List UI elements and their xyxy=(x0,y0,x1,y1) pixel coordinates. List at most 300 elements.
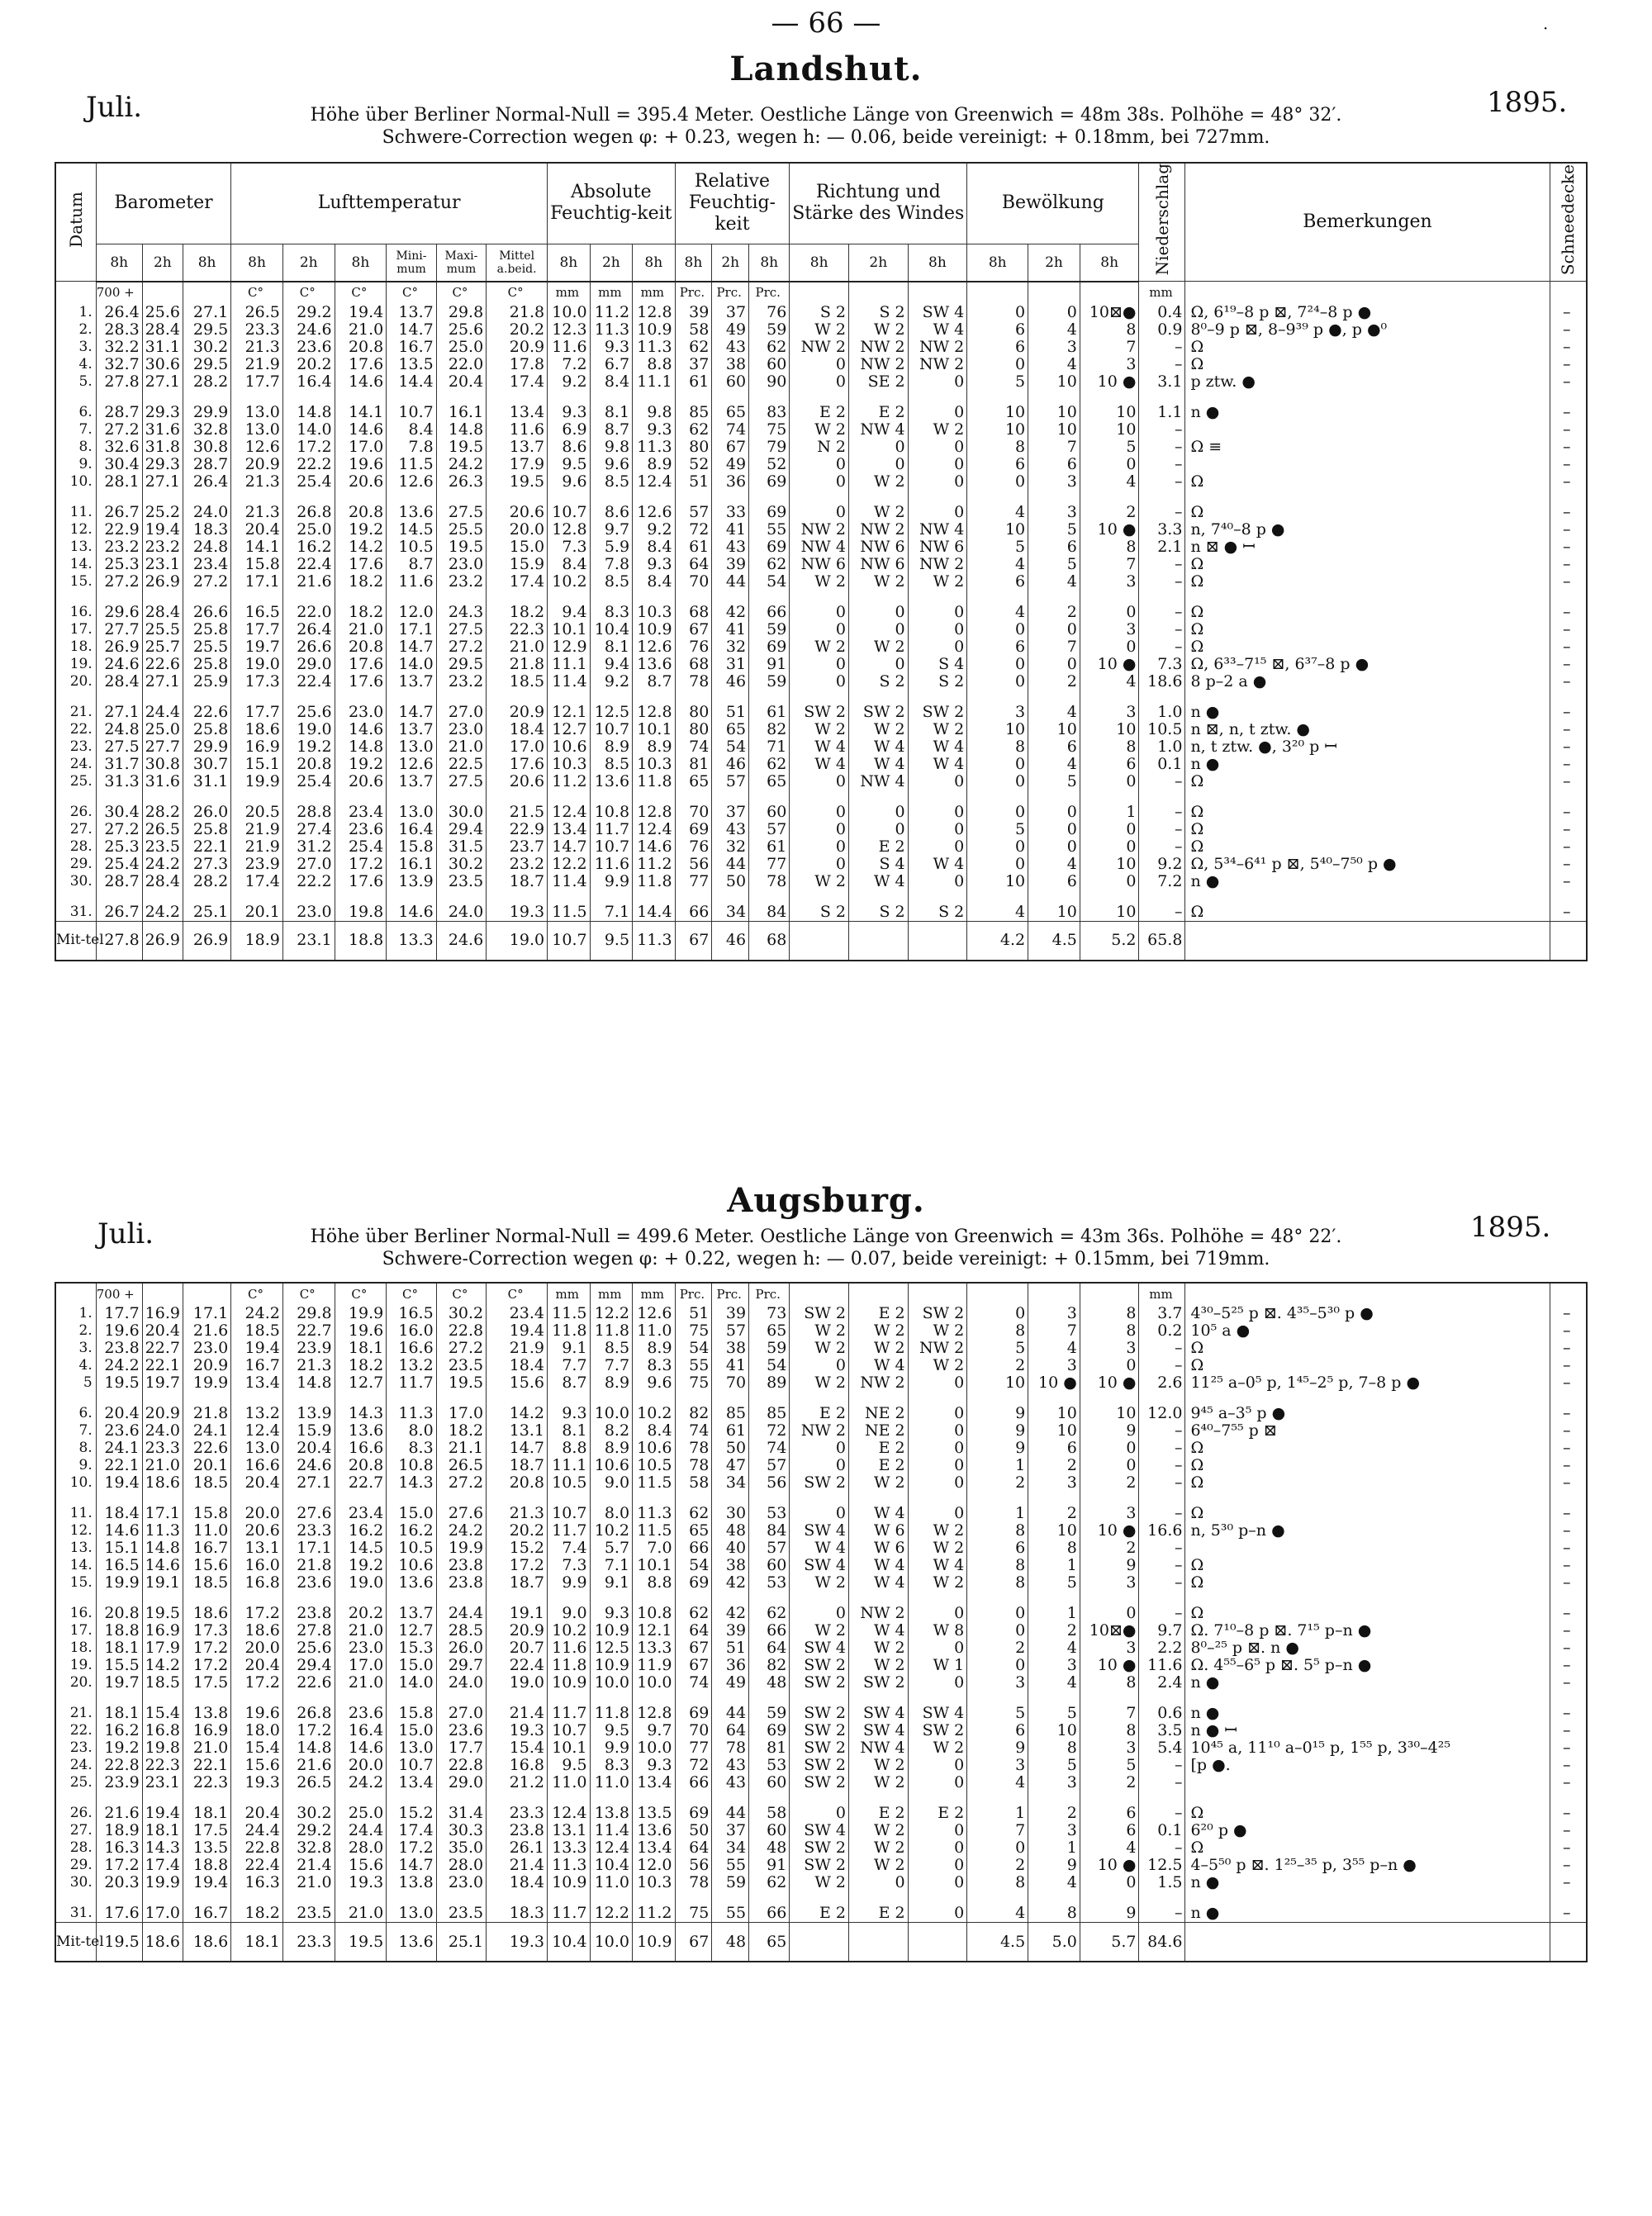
value-cell: 9.2 xyxy=(1139,856,1185,873)
unit-cell: C° xyxy=(436,1283,486,1305)
date-cell: 26. xyxy=(55,804,96,821)
date-cell: 16. xyxy=(55,1605,96,1622)
value-cell: 12.4 xyxy=(231,1422,283,1440)
value-cell: – xyxy=(1550,1405,1587,1422)
value-cell: 24.4 xyxy=(335,1822,387,1839)
remarks-cell: 6²⁰ p ● xyxy=(1185,1822,1550,1839)
value-cell: 23.9 xyxy=(282,1340,335,1357)
value-cell xyxy=(1550,1923,1587,1962)
col-bemerkungen: Bemerkungen xyxy=(1185,163,1550,282)
date-cell: 14. xyxy=(55,556,96,573)
unit-cell: C° xyxy=(387,282,436,304)
value-cell: 43 xyxy=(712,539,749,556)
sub-mittel: Mittel a.beid. xyxy=(487,244,548,282)
value-cell: SW 4 xyxy=(790,1557,849,1574)
value-cell: 19.4 xyxy=(335,304,387,321)
value-cell: 3 xyxy=(1028,1657,1080,1674)
value-cell: 5 xyxy=(967,1705,1028,1722)
value-cell: 13.0 xyxy=(387,1739,436,1757)
value-cell: W 2 xyxy=(790,721,849,738)
value-cell: 19.8 xyxy=(335,904,387,922)
value-cell: 31.5 xyxy=(436,838,486,856)
value-cell: 8.8 xyxy=(633,1574,676,1592)
value-cell: 5 xyxy=(1028,521,1080,539)
value-cell: 8 xyxy=(1080,738,1139,756)
value-cell: 10 ● xyxy=(1080,1522,1139,1540)
value-cell: 4 xyxy=(967,556,1028,573)
value-cell: 22.0 xyxy=(282,604,335,621)
value-cell: W 2 xyxy=(848,1639,908,1657)
value-cell: 23.5 xyxy=(436,1905,486,1923)
value-cell: 11.3 xyxy=(590,321,632,339)
value-cell: 23.5 xyxy=(436,873,486,890)
value-cell: 23.3 xyxy=(487,1805,548,1822)
value-cell: 0 xyxy=(1080,1457,1139,1474)
value-cell: NW 2 xyxy=(908,339,967,356)
value-cell: 64 xyxy=(675,556,712,573)
date-cell: 3. xyxy=(55,339,96,356)
value-cell: 28.2 xyxy=(142,804,183,821)
value-cell: 61 xyxy=(675,373,712,391)
value-cell: 27.2 xyxy=(436,1474,486,1492)
value-cell: 31.6 xyxy=(142,421,183,439)
unit-cell: Prc. xyxy=(675,282,712,304)
value-cell: 3 xyxy=(1028,1474,1080,1492)
value-cell: 26.9 xyxy=(142,921,183,961)
value-cell: 21.0 xyxy=(335,621,387,638)
value-cell: 71 xyxy=(749,738,790,756)
value-cell: 14.0 xyxy=(387,1674,436,1692)
value-cell: 9.3 xyxy=(633,1757,676,1774)
value-cell: 20.4 xyxy=(142,1322,183,1340)
value-cell: 17.7 xyxy=(231,621,283,638)
value-cell: 24.2 xyxy=(436,1522,486,1540)
value-cell: 21.0 xyxy=(335,321,387,339)
value-cell: 20.7 xyxy=(487,1639,548,1657)
unit-cell: mm xyxy=(1139,1283,1185,1305)
remarks-cell: Ω xyxy=(1185,1805,1550,1822)
value-cell: 69 xyxy=(675,1705,712,1722)
value-cell: 4 xyxy=(1028,1674,1080,1692)
date-cell: 10. xyxy=(55,473,96,491)
table-row xyxy=(55,339,1587,356)
value-cell: 10.5 xyxy=(633,1457,676,1474)
date-cell: 19. xyxy=(55,656,96,673)
value-cell: 29.3 xyxy=(142,456,183,473)
sub-2h: 2h xyxy=(282,244,335,282)
value-cell: 1.0 xyxy=(1139,738,1185,756)
value-cell: 79 xyxy=(749,439,790,456)
value-cell: 23.8 xyxy=(282,1605,335,1622)
value-cell: 8 xyxy=(1080,1305,1139,1322)
value-cell: 2.6 xyxy=(1139,1374,1185,1392)
value-cell: 1 xyxy=(967,1505,1028,1522)
value-cell: 0 xyxy=(848,456,908,473)
value-cell: 0 xyxy=(967,856,1028,873)
value-cell: 44 xyxy=(712,856,749,873)
value-cell: 23.0 xyxy=(436,721,486,738)
value-cell: 5.7 xyxy=(1080,1923,1139,1962)
value-cell: 50 xyxy=(675,1822,712,1839)
value-cell: 12.2 xyxy=(548,856,590,873)
value-cell: 22.8 xyxy=(96,1757,142,1774)
value-cell: 2 xyxy=(967,1357,1028,1374)
value-cell: 4 xyxy=(1080,673,1139,690)
value-cell: 14.6 xyxy=(96,1522,142,1540)
value-cell: 19.5 xyxy=(436,539,486,556)
value-cell: 13.4 xyxy=(633,1839,676,1857)
value-cell: 18.0 xyxy=(231,1722,283,1739)
value-cell: 25.3 xyxy=(96,838,142,856)
station-info-line2: Schwere-Correction wegen φ: + 0.22, wegen h: — 0.07, beide vereinigt: + 0.15mm, bei 719mm. xyxy=(382,1249,1270,1269)
remarks-cell: n, 7⁴⁰–8 p ● xyxy=(1185,521,1550,539)
value-cell: 13.0 xyxy=(387,804,436,821)
value-cell: 20.4 xyxy=(96,1405,142,1422)
value-cell: 3 xyxy=(1028,1357,1080,1374)
value-cell: 14.8 xyxy=(142,1540,183,1557)
value-cell: 17.4 xyxy=(487,373,548,391)
value-cell: 10 xyxy=(967,421,1028,439)
value-cell: 20.6 xyxy=(335,773,387,790)
value-cell: 65 xyxy=(749,773,790,790)
value-cell: NW 2 xyxy=(848,1374,908,1392)
value-cell: 10.8 xyxy=(387,1457,436,1474)
value-cell: 12.8 xyxy=(548,521,590,539)
value-cell: 46 xyxy=(712,756,749,773)
unit-cell: mm xyxy=(548,282,590,304)
value-cell: 29.5 xyxy=(436,656,486,673)
value-cell: 0 xyxy=(908,1822,967,1839)
remarks-cell: Ω. 7¹⁰–8 p ⊠. 7¹⁵ p–n ● xyxy=(1185,1622,1550,1639)
value-cell: 11.2 xyxy=(633,1905,676,1923)
value-cell: W 4 xyxy=(908,321,967,339)
value-cell: 19.0 xyxy=(487,1674,548,1692)
value-cell: 2 xyxy=(1028,1457,1080,1474)
value-cell: 17.6 xyxy=(335,673,387,690)
value-cell: 59 xyxy=(749,621,790,638)
value-cell: 65 xyxy=(675,773,712,790)
value-cell: 62 xyxy=(675,1605,712,1622)
value-cell: 19.2 xyxy=(335,1557,387,1574)
value-cell: 11.1 xyxy=(633,373,675,391)
value-cell: 7.2 xyxy=(1139,873,1185,890)
value-cell: 42 xyxy=(712,604,749,621)
value-cell: 20.0 xyxy=(487,521,548,539)
sub-2h: 2h xyxy=(590,244,632,282)
value-cell: 38 xyxy=(712,1557,749,1574)
remarks-cell: Ω xyxy=(1185,821,1550,838)
value-cell: – xyxy=(1550,1657,1587,1674)
value-cell: 84 xyxy=(749,904,790,922)
value-cell: 25.4 xyxy=(96,856,142,873)
value-cell: 4 xyxy=(967,1905,1028,1923)
value-cell: 13.1 xyxy=(487,1422,548,1440)
remarks-cell: Ω xyxy=(1185,356,1550,373)
value-cell: 59 xyxy=(712,1874,749,1891)
value-cell: 14.6 xyxy=(335,373,387,391)
value-cell: – xyxy=(1139,1422,1185,1440)
value-cell: 8.9 xyxy=(590,1440,633,1457)
value-cell: 11.7 xyxy=(548,1522,591,1540)
col-rel-feucht: Relative Feuchtig-keit xyxy=(675,163,790,244)
value-cell: 16.7 xyxy=(183,1905,230,1923)
value-cell: 1 xyxy=(1028,1839,1080,1857)
value-cell: 12.4 xyxy=(633,821,675,838)
table-row xyxy=(55,756,1587,773)
value-cell: 0 xyxy=(790,373,849,391)
value-cell: NW 2 xyxy=(908,1340,967,1357)
value-cell: 4.5 xyxy=(1028,921,1080,961)
remarks-cell: 4–5⁵⁰ p ⊠. 1²⁵–³⁵ p, 3⁵⁵ p–n ● xyxy=(1185,1857,1550,1874)
value-cell: 11.6 xyxy=(387,573,436,591)
value-cell: 0 xyxy=(1028,838,1080,856)
value-cell: 2 xyxy=(967,1857,1028,1874)
value-cell: 4.5 xyxy=(967,1923,1028,1962)
value-cell: 22.1 xyxy=(142,1357,183,1374)
value-cell: 24.4 xyxy=(436,1605,486,1622)
value-cell: 28.7 xyxy=(183,456,230,473)
value-cell: 68 xyxy=(749,921,790,961)
value-cell: 8.9 xyxy=(633,738,675,756)
unit-cell: C° xyxy=(487,282,548,304)
value-cell: 78 xyxy=(712,1739,749,1757)
value-cell: 10 xyxy=(1028,1405,1080,1422)
table-row xyxy=(55,1474,1587,1492)
value-cell: 0 xyxy=(967,838,1028,856)
table-row xyxy=(55,1705,1587,1722)
value-cell: W 2 xyxy=(848,1822,908,1839)
value-cell: 26.8 xyxy=(282,504,335,521)
value-cell: 20.8 xyxy=(487,1474,548,1492)
value-cell: 6 xyxy=(967,573,1028,591)
value-cell: 65 xyxy=(712,721,749,738)
value-cell: 8.1 xyxy=(590,404,632,421)
value-cell: 9.3 xyxy=(548,1405,591,1422)
value-cell: – xyxy=(1550,456,1587,473)
value-cell: 19.2 xyxy=(96,1739,142,1757)
value-cell: 22.6 xyxy=(142,656,183,673)
value-cell: 4 xyxy=(1028,573,1080,591)
value-cell: 11.6 xyxy=(1139,1657,1185,1674)
value-cell: 8.2 xyxy=(590,1422,633,1440)
value-cell: 20.2 xyxy=(335,1605,387,1622)
date-cell: 5 xyxy=(55,1374,96,1392)
value-cell: – xyxy=(1139,804,1185,821)
value-cell: 13.6 xyxy=(387,1574,436,1592)
value-cell: 54 xyxy=(675,1557,712,1574)
station-info-line1: Höhe über Berliner Normal-Null = 499.6 Meter. Oestliche Länge von Greenwich = 43m 36s. Polhöhe = 48° 22′. xyxy=(310,1227,1342,1247)
value-cell: 10 xyxy=(1080,856,1139,873)
value-cell: 38 xyxy=(712,1340,749,1357)
value-cell: 14.1 xyxy=(335,404,387,421)
value-cell: 14.1 xyxy=(231,539,283,556)
value-cell: 1 xyxy=(1028,1557,1080,1574)
value-cell: 14.0 xyxy=(387,656,436,673)
value-cell: 3.7 xyxy=(1139,1305,1185,1322)
value-cell: – xyxy=(1550,404,1587,421)
value-cell: 17.2 xyxy=(487,1557,548,1574)
remarks-cell: 8⁰–9 p ⊠, 8–9³⁹ p ●, p ●⁰ xyxy=(1185,321,1550,339)
value-cell: 17.1 xyxy=(142,1505,183,1522)
value-cell: 10.1 xyxy=(548,1739,591,1757)
value-cell: 4 xyxy=(1028,1340,1080,1357)
value-cell: 10 xyxy=(1028,1722,1080,1739)
value-cell: 5 xyxy=(1028,773,1080,790)
value-cell: 27.1 xyxy=(142,373,183,391)
value-cell: 11.3 xyxy=(633,339,675,356)
value-cell: 15.9 xyxy=(282,1422,335,1440)
remarks-cell: n ⊠ ● ꟷ xyxy=(1185,539,1550,556)
value-cell: 78 xyxy=(749,873,790,890)
value-cell: 23.8 xyxy=(96,1340,142,1357)
value-cell: 13.8 xyxy=(387,1874,436,1891)
table-row xyxy=(55,1505,1587,1522)
value-cell: 64 xyxy=(675,1622,712,1639)
table-row xyxy=(55,773,1587,790)
value-cell: 0 xyxy=(790,773,849,790)
sub-2h: 2h xyxy=(848,244,908,282)
value-cell: 11.7 xyxy=(590,821,632,838)
value-cell: 10.0 xyxy=(633,1674,676,1692)
value-cell: 13.6 xyxy=(335,1422,387,1440)
value-cell: 62 xyxy=(675,339,712,356)
value-cell: 17.1 xyxy=(387,621,436,638)
unit-cell: C° xyxy=(282,282,335,304)
value-cell: 21.0 xyxy=(183,1739,230,1757)
spacer-row xyxy=(55,391,1587,404)
value-cell: 11.5 xyxy=(548,904,590,922)
remarks-cell xyxy=(1185,1774,1550,1791)
value-cell: 10 ● xyxy=(1080,1657,1139,1674)
value-cell: 17.8 xyxy=(487,356,548,373)
value-cell: 11.8 xyxy=(633,873,675,890)
value-cell: 14.3 xyxy=(335,1405,387,1422)
value-cell: 21.4 xyxy=(487,1857,548,1874)
spacer-row xyxy=(55,690,1587,704)
value-cell: 14.3 xyxy=(387,1474,436,1492)
value-cell: 58 xyxy=(675,1474,712,1492)
value-cell: 37 xyxy=(712,804,749,821)
value-cell: 9 xyxy=(967,1739,1028,1757)
value-cell: 53 xyxy=(749,1574,790,1592)
value-cell: 9.5 xyxy=(590,1722,633,1739)
value-cell: S 2 xyxy=(848,904,908,922)
value-cell: 59 xyxy=(749,673,790,690)
value-cell: – xyxy=(1550,539,1587,556)
value-cell xyxy=(790,1923,849,1962)
value-cell: 27.1 xyxy=(142,673,183,690)
value-cell: 25.8 xyxy=(183,721,230,738)
value-cell: 12.7 xyxy=(548,721,590,738)
value-cell: 20.0 xyxy=(231,1505,283,1522)
value-cell: 17.1 xyxy=(183,1305,230,1322)
value-cell: 19.7 xyxy=(96,1674,142,1692)
value-cell: 20.0 xyxy=(335,1757,387,1774)
unit-cell: C° xyxy=(436,282,486,304)
value-cell: 22.4 xyxy=(282,556,335,573)
value-cell: – xyxy=(1550,738,1587,756)
sub-8h: 8h xyxy=(96,244,142,282)
value-cell: 0 xyxy=(1028,621,1080,638)
value-cell: 0 xyxy=(908,638,967,656)
remarks-cell xyxy=(1185,1540,1550,1557)
value-cell: 21.8 xyxy=(487,656,548,673)
value-cell: – xyxy=(1550,339,1587,356)
remarks-cell: 8 p–2 a ● xyxy=(1185,673,1550,690)
value-cell: 40 xyxy=(712,1540,749,1557)
value-cell: W 2 xyxy=(848,1657,908,1674)
value-cell: 11.8 xyxy=(590,1705,633,1722)
date-cell: 22. xyxy=(55,1722,96,1739)
value-cell: 61 xyxy=(675,539,712,556)
value-cell: 15.6 xyxy=(231,1757,283,1774)
date-cell: 25. xyxy=(55,1774,96,1791)
date-cell: 15. xyxy=(55,1574,96,1592)
value-cell: NE 2 xyxy=(848,1422,908,1440)
value-cell: 17.7 xyxy=(231,704,283,721)
value-cell: 0 xyxy=(1080,873,1139,890)
value-cell: – xyxy=(1550,573,1587,591)
value-cell: 13.6 xyxy=(387,1923,436,1962)
value-cell: 7 xyxy=(967,1822,1028,1839)
unit-cell xyxy=(848,1283,908,1305)
value-cell: 15.5 xyxy=(96,1657,142,1674)
value-cell: 18.3 xyxy=(487,1905,548,1923)
value-cell: 18.6 xyxy=(1139,673,1185,690)
value-cell: 17.2 xyxy=(282,439,335,456)
value-cell: 9.1 xyxy=(548,1340,591,1357)
value-cell: 19.3 xyxy=(487,1923,548,1962)
value-cell: 29.3 xyxy=(142,404,183,421)
value-cell: 8 xyxy=(1028,1540,1080,1557)
remarks-cell: Ω xyxy=(1185,1605,1550,1622)
value-cell: 24.4 xyxy=(231,1822,283,1839)
value-cell: 18.9 xyxy=(231,921,283,961)
value-cell: 0 xyxy=(790,456,849,473)
value-cell: 16.6 xyxy=(1139,1522,1185,1540)
value-cell: 0 xyxy=(1080,821,1139,838)
value-cell: 16.4 xyxy=(387,821,436,838)
value-cell: 3 xyxy=(1028,1774,1080,1791)
value-cell: 3.5 xyxy=(1139,1722,1185,1739)
value-cell: 20.4 xyxy=(231,1805,283,1822)
value-cell: 20.9 xyxy=(487,339,548,356)
value-cell: 0 xyxy=(908,838,967,856)
value-cell: 7.8 xyxy=(387,439,436,456)
value-cell: 60 xyxy=(749,356,790,373)
value-cell: 25.8 xyxy=(183,621,230,638)
value-cell: 3 xyxy=(1080,356,1139,373)
unit-cell: mm xyxy=(1139,282,1185,304)
value-cell: 25.8 xyxy=(183,821,230,838)
value-cell: 17.2 xyxy=(387,1839,436,1857)
value-cell: 15.0 xyxy=(387,1657,436,1674)
value-cell: W 2 xyxy=(908,1739,967,1757)
table-row xyxy=(55,638,1587,656)
value-cell: 18.1 xyxy=(183,1805,230,1822)
value-cell: 14.0 xyxy=(282,421,335,439)
value-cell: 66 xyxy=(749,1905,790,1923)
value-cell: 9 xyxy=(1080,1905,1139,1923)
value-cell: 39 xyxy=(712,1305,749,1322)
value-cell: 2 xyxy=(1028,1622,1080,1639)
value-cell: 14.5 xyxy=(387,521,436,539)
value-cell: 18.2 xyxy=(335,1357,387,1374)
value-cell: 21.5 xyxy=(487,804,548,821)
value-cell: 19.2 xyxy=(335,756,387,773)
value-cell: 7 xyxy=(1028,638,1080,656)
date-cell: 21. xyxy=(55,704,96,721)
